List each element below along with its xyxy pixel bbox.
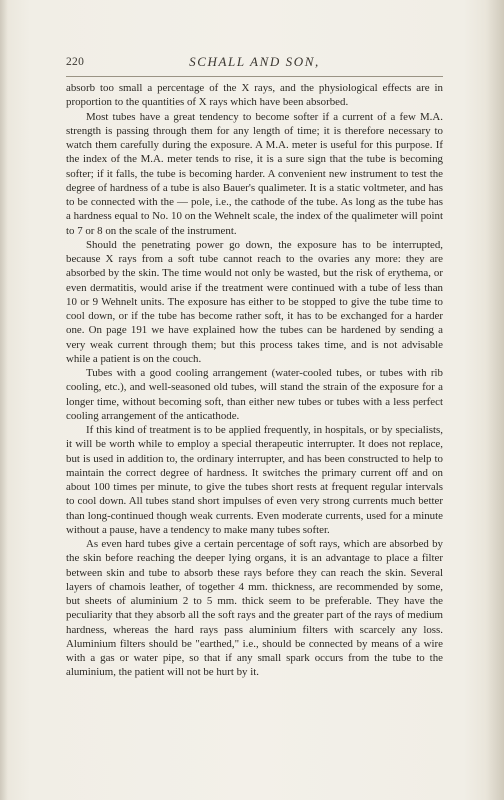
- page-number: 220: [66, 56, 85, 68]
- paragraph-therapeutic-interrupter: If this kind of treatment is to be applied frequently, in hospitals, or by specialists, it will be worth while to employ a special therapeutic interrupter. It does not replace, but is used in addition to, the ordinary interrupter, and has been constructed to help to maintain the correct degree of hardness. It switches the primary current off and on about 100 times per minute, to give the tubes short rests at frequent regular intervals to cool down. All tubes stand short impulses of even very strong currents much better than long-continued though weak currents. Even moderate currents, used for a minute without a pause, have a tendency to make many tubes softer.: [66, 424, 443, 536]
- paragraph-cooling-arrangement: Tubes with a good cooling arrangement (water-cooled tubes, or tubes with rib cooling, etc.), and well-seasoned old tubes, will stand the strain of the exposure for a longer time, without becoming soft, than either new tubes or tubes with a less perfect cooling arrangement of the anticathode.: [66, 367, 443, 422]
- paragraph-filters: As even hard tubes give a certain percentage of soft rays, which are absorbed by the skin before reaching the deeper lying organs, it is an advantage to place a filter between skin and tube to absorb these rays before they can reach the skin. Several layers of chamois leather, of together 4 mm. thickness, are recommended by some, but sheets of aluminium 2 to 5 mm. thick seem to be preferable. They have the peculiarity that they absorb all the soft rays and the greater part of the rays of medium hardness, whereas the hard rays pass aluminium filters with scarcely any loss. Aluminium filters should be "earthed," i.e., should be connected by means of a wire with a gas or water pipe, so that if any small spark occurs from the tube to the aluminium, the patient will not be hurt by it.: [66, 538, 443, 679]
- paragraph-penetrating-power: Should the penetrating power go down, the exposure has to be interrupted, because X rays from a soft tube cannot reach to the ovaries any more: they are absorbed by the skin. The time would not only be wasted, but the risk of erythema, or even dermatitis, would arise if the treatment were continued with a tube of less than 10 or 9 Wehnelt units. The exposure has either to be stopped to give the tube time to cool down, or if the tube has become rather soft, it has to be exchanged for a harder one. On page 191 we have explained how the tubes can be hardened by sending a very weak current through them; but this process takes time, and is not advisable while a patient is on the couch.: [66, 238, 443, 365]
- page-header: [66, 56, 443, 76]
- body-text: [66, 81, 443, 680]
- spine-shadow: [486, 0, 504, 800]
- page-edge-shadow: [0, 0, 8, 800]
- paragraph-tube-softening: Most tubes have a great tendency to become softer if a current of a few M.A. strength is passing through them for any length of time; it is therefore necessary to watch them carefully during the exposure. A M.A. meter is useful for this purpose. If the index of the M.A. meter tends to rise, it is a sure sign that the tube is becoming softer; if it falls, the tube is becoming harder. A convenient new instrument to test the degree of hardness of a tube is also Bauer's qualimeter. It is a static voltmeter, and has to be connected with the — pole, i.e., the cathode of the tube. As long as the tube has a hardness equal to No. 10 on the Wehnelt scale, the index of the qualimeter will point to 7 or 8 on the scale of the instrument.: [66, 110, 443, 237]
- paragraph-continuation: absorb too small a percentage of the X rays, and the physiological effects are in proportion to the quantities of X rays which have been absorbed.: [66, 82, 443, 109]
- running-head: SCHALL AND SON,: [189, 54, 320, 69]
- header-rule: [66, 76, 443, 77]
